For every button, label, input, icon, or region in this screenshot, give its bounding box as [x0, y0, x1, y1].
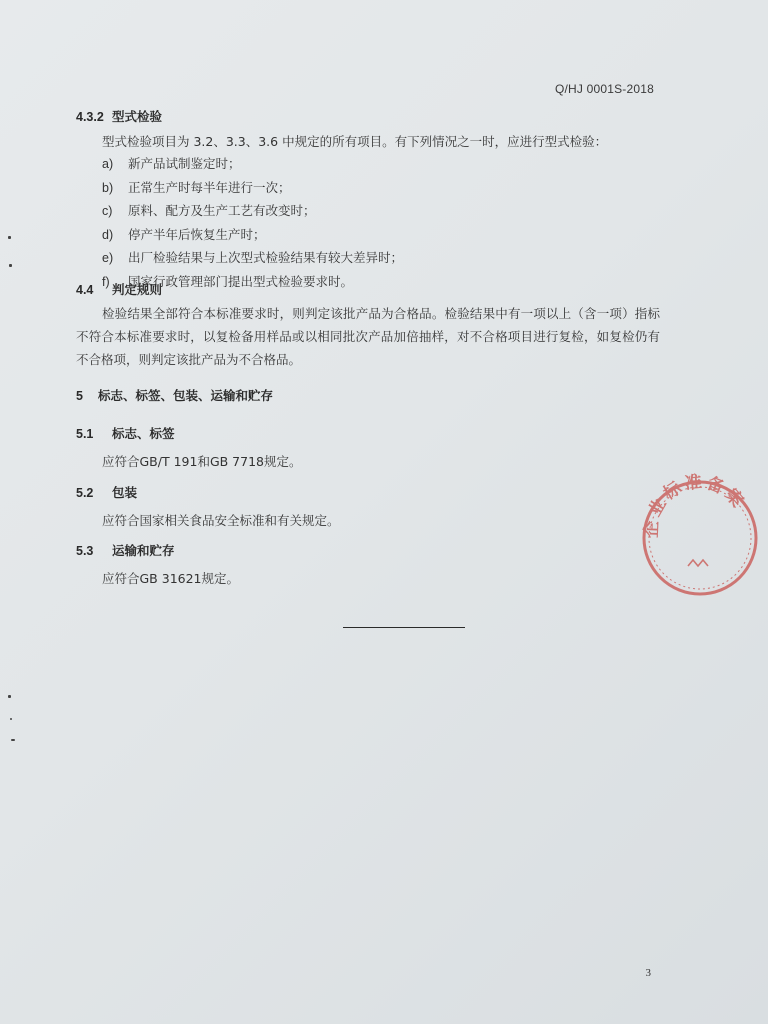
section-4-3-2-heading [76, 107, 162, 125]
list-marker: f) [102, 274, 110, 289]
section-number: 5.2 [76, 486, 94, 500]
list-text: 出厂检验结果与上次型式检验结果有较大差异时； [128, 250, 404, 265]
list-item [102, 152, 403, 176]
list-marker: b) [102, 180, 114, 195]
section-5-3-heading [76, 541, 175, 559]
section-number: 5.1 [76, 427, 94, 441]
section-title: 标志、标签、包装、运输和贮存 [98, 388, 274, 403]
section-5-1-text: 应符合GB/T 191和GB 7718规定。 [102, 454, 302, 469]
section-title: 型式检验 [112, 109, 163, 124]
list-text: 停产半年后恢复生产时； [128, 226, 266, 242]
list-text: 原料、配方及生产工艺有改变时； [128, 203, 316, 218]
section-5-heading [76, 386, 273, 404]
section-title: 包装 [112, 485, 138, 500]
list-item [102, 223, 403, 247]
end-of-document-rule [343, 627, 465, 628]
section-title: 判定规则 [112, 282, 163, 297]
section-5-2-heading [76, 483, 137, 501]
section-number: 4.3.2 [76, 110, 104, 124]
standard-code: Q/HJ 0001S-2018 [554, 82, 654, 96]
list-marker: e) [102, 251, 114, 265]
list-marker: c) [102, 204, 113, 218]
page-number: 3 [645, 967, 651, 979]
list-text: 新产品试制鉴定时； [128, 156, 241, 171]
scan-mark [8, 695, 11, 698]
section-4-4-text: 检验结果全部符合本标准要求时，则判定该批产品为合格品。检验结果中有一项以上（含一项）指标不符合本标准要求时，以复检备用样品或以相同批次产品加倍抽样，对不合格项目进行复检，如复检仍有不合格项，则判定该批产品为不合格品。 [76, 306, 660, 367]
scan-mark [9, 264, 12, 267]
scan-mark [10, 718, 12, 720]
scan-mark [11, 739, 15, 741]
section-5-2-text: 应符合国家相关食品安全标准和有关规定。 [102, 513, 340, 528]
list-marker: d) [102, 227, 114, 242]
section-number: 5.3 [76, 544, 94, 558]
type-inspection-conditions-list [102, 152, 403, 293]
section-5-1-heading [76, 424, 175, 442]
list-text: 正常生产时每半年进行一次； [128, 179, 291, 195]
section-number: 5 [76, 389, 83, 403]
list-text: 国家行政管理部门提出型式检验要求时。 [128, 273, 354, 289]
section-title: 标志、标签 [112, 426, 175, 441]
list-item [102, 246, 403, 270]
seal-text: 企业标准备案 [641, 472, 749, 539]
list-item [102, 176, 403, 200]
section-4-4-heading [76, 280, 162, 298]
red-seal-stamp [628, 468, 768, 608]
section-title: 运输和贮存 [112, 543, 175, 558]
section-4-3-2-intro: 型式检验项目为 3.2、3.3、3.6 中规定的所有项目。有下列情况之一时，应进行型式检验： [102, 134, 608, 149]
list-marker: a) [102, 157, 114, 171]
list-item [102, 199, 403, 223]
section-5-3-text: 应符合GB 31621规定。 [102, 571, 239, 586]
scan-mark [8, 236, 11, 239]
section-number: 4.4 [76, 283, 94, 297]
svg-text:企业标准备案 [641, 471, 750, 538]
